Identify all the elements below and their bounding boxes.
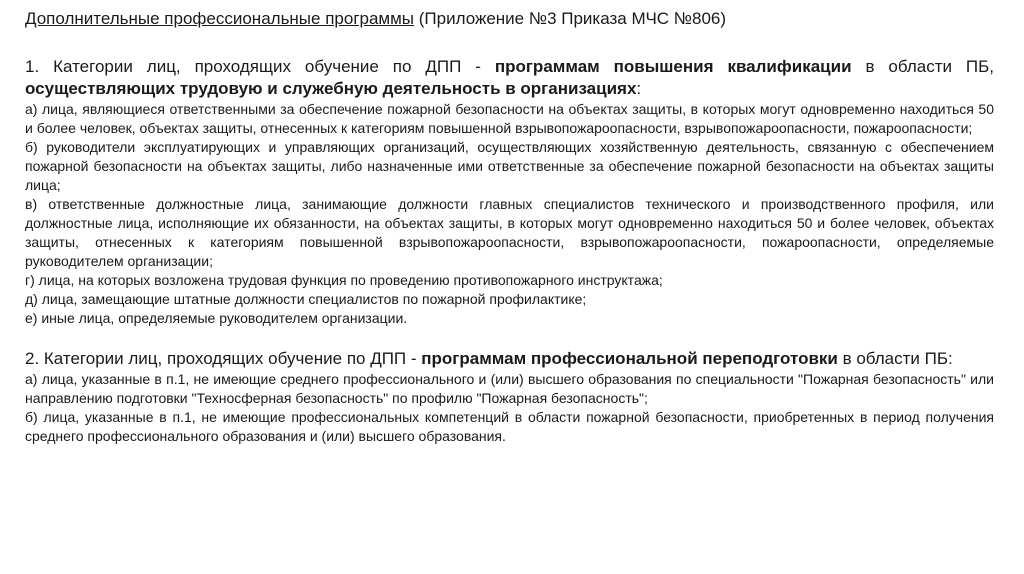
list-item: б) руководители эксплуатирующих и управляющих организаций, осуществляющих хозяйственную деятельность, связанную с обеспечением пожарной безопасности на объектах защиты, либо назначенные ими ответственные за обеспечение пожарной безопасности на объектах защиты лица; [25, 139, 994, 193]
section-2-heading-post: в области ПБ: [837, 349, 953, 368]
list-item: е) иные лица, определяемые руководителем организации. [25, 310, 408, 326]
section-1 [25, 56, 994, 328]
title-underlined: Дополнительные профессиональные программы [25, 9, 415, 28]
section-2-heading-pre: 2. Категории лиц, проходящих обучение по ДПП - [25, 349, 422, 368]
slide-title [25, 8, 994, 30]
list-item: а) лица, указанные в п.1, не имеющие среднего профессионального и (или) высшего образования по специальности "Пожарная безопасность" или направлению подготовки "Техносферная безопасность" по профилю "Пожарная безопасность"; [25, 371, 994, 406]
list-item: б) лица, указанные в п.1, не имеющие профессиональных компетенций в области пожарной безопасности, приобретенных в период получения среднего профессионального образования и (или) высшего образования. [25, 409, 994, 444]
list-item: д) лица, замещающие штатные должности специалистов по пожарной профилактике; [25, 291, 587, 307]
list-item: а) лица, являющиеся ответственными за обеспечение пожарной безопасности на объектах защиты, в которых могут одновременно находиться 50 и более человек, объектах защиты, отнесенных к категориям повышенной взрывопожароопасности, взрывопожароопасности, пожароопасности; [25, 101, 994, 136]
section-1-heading-pre: 1. Категории лиц, проходящих обучение по ДПП - [25, 57, 495, 76]
section-1-heading-bold-2: осуществляющих трудовую и служебную деятельность в организациях [25, 79, 637, 98]
section-1-heading-post: : [636, 79, 642, 98]
list-item: г) лица, на которых возложена трудовая функция по проведению противопожарного инструктажа; [25, 272, 663, 288]
section-2-heading [25, 348, 994, 370]
section-2-heading-bold: программам профессиональной переподготовки [421, 349, 838, 368]
section-1-heading-mid: в области ПБ, [851, 57, 994, 76]
title-rest: (Приложение №3 Приказа МЧС №806) [414, 9, 727, 28]
section-1-heading [25, 56, 994, 100]
section-2 [25, 348, 994, 446]
section-1-heading-bold-1: программам повышения квалификации [494, 57, 852, 76]
list-item: в) ответственные должностные лица, занимающие должности главных специалистов технического и производственного профиля, или должностные лица, исполняющие их обязанности, на объектах защиты, в которых могут одновременно находиться 50 и более человек, объектах защиты, отнесенных к категориям повышенной взрывопожароопасности, взрывопожароопасности, пожароопасности, определяемые руководителем организации; [25, 196, 994, 269]
